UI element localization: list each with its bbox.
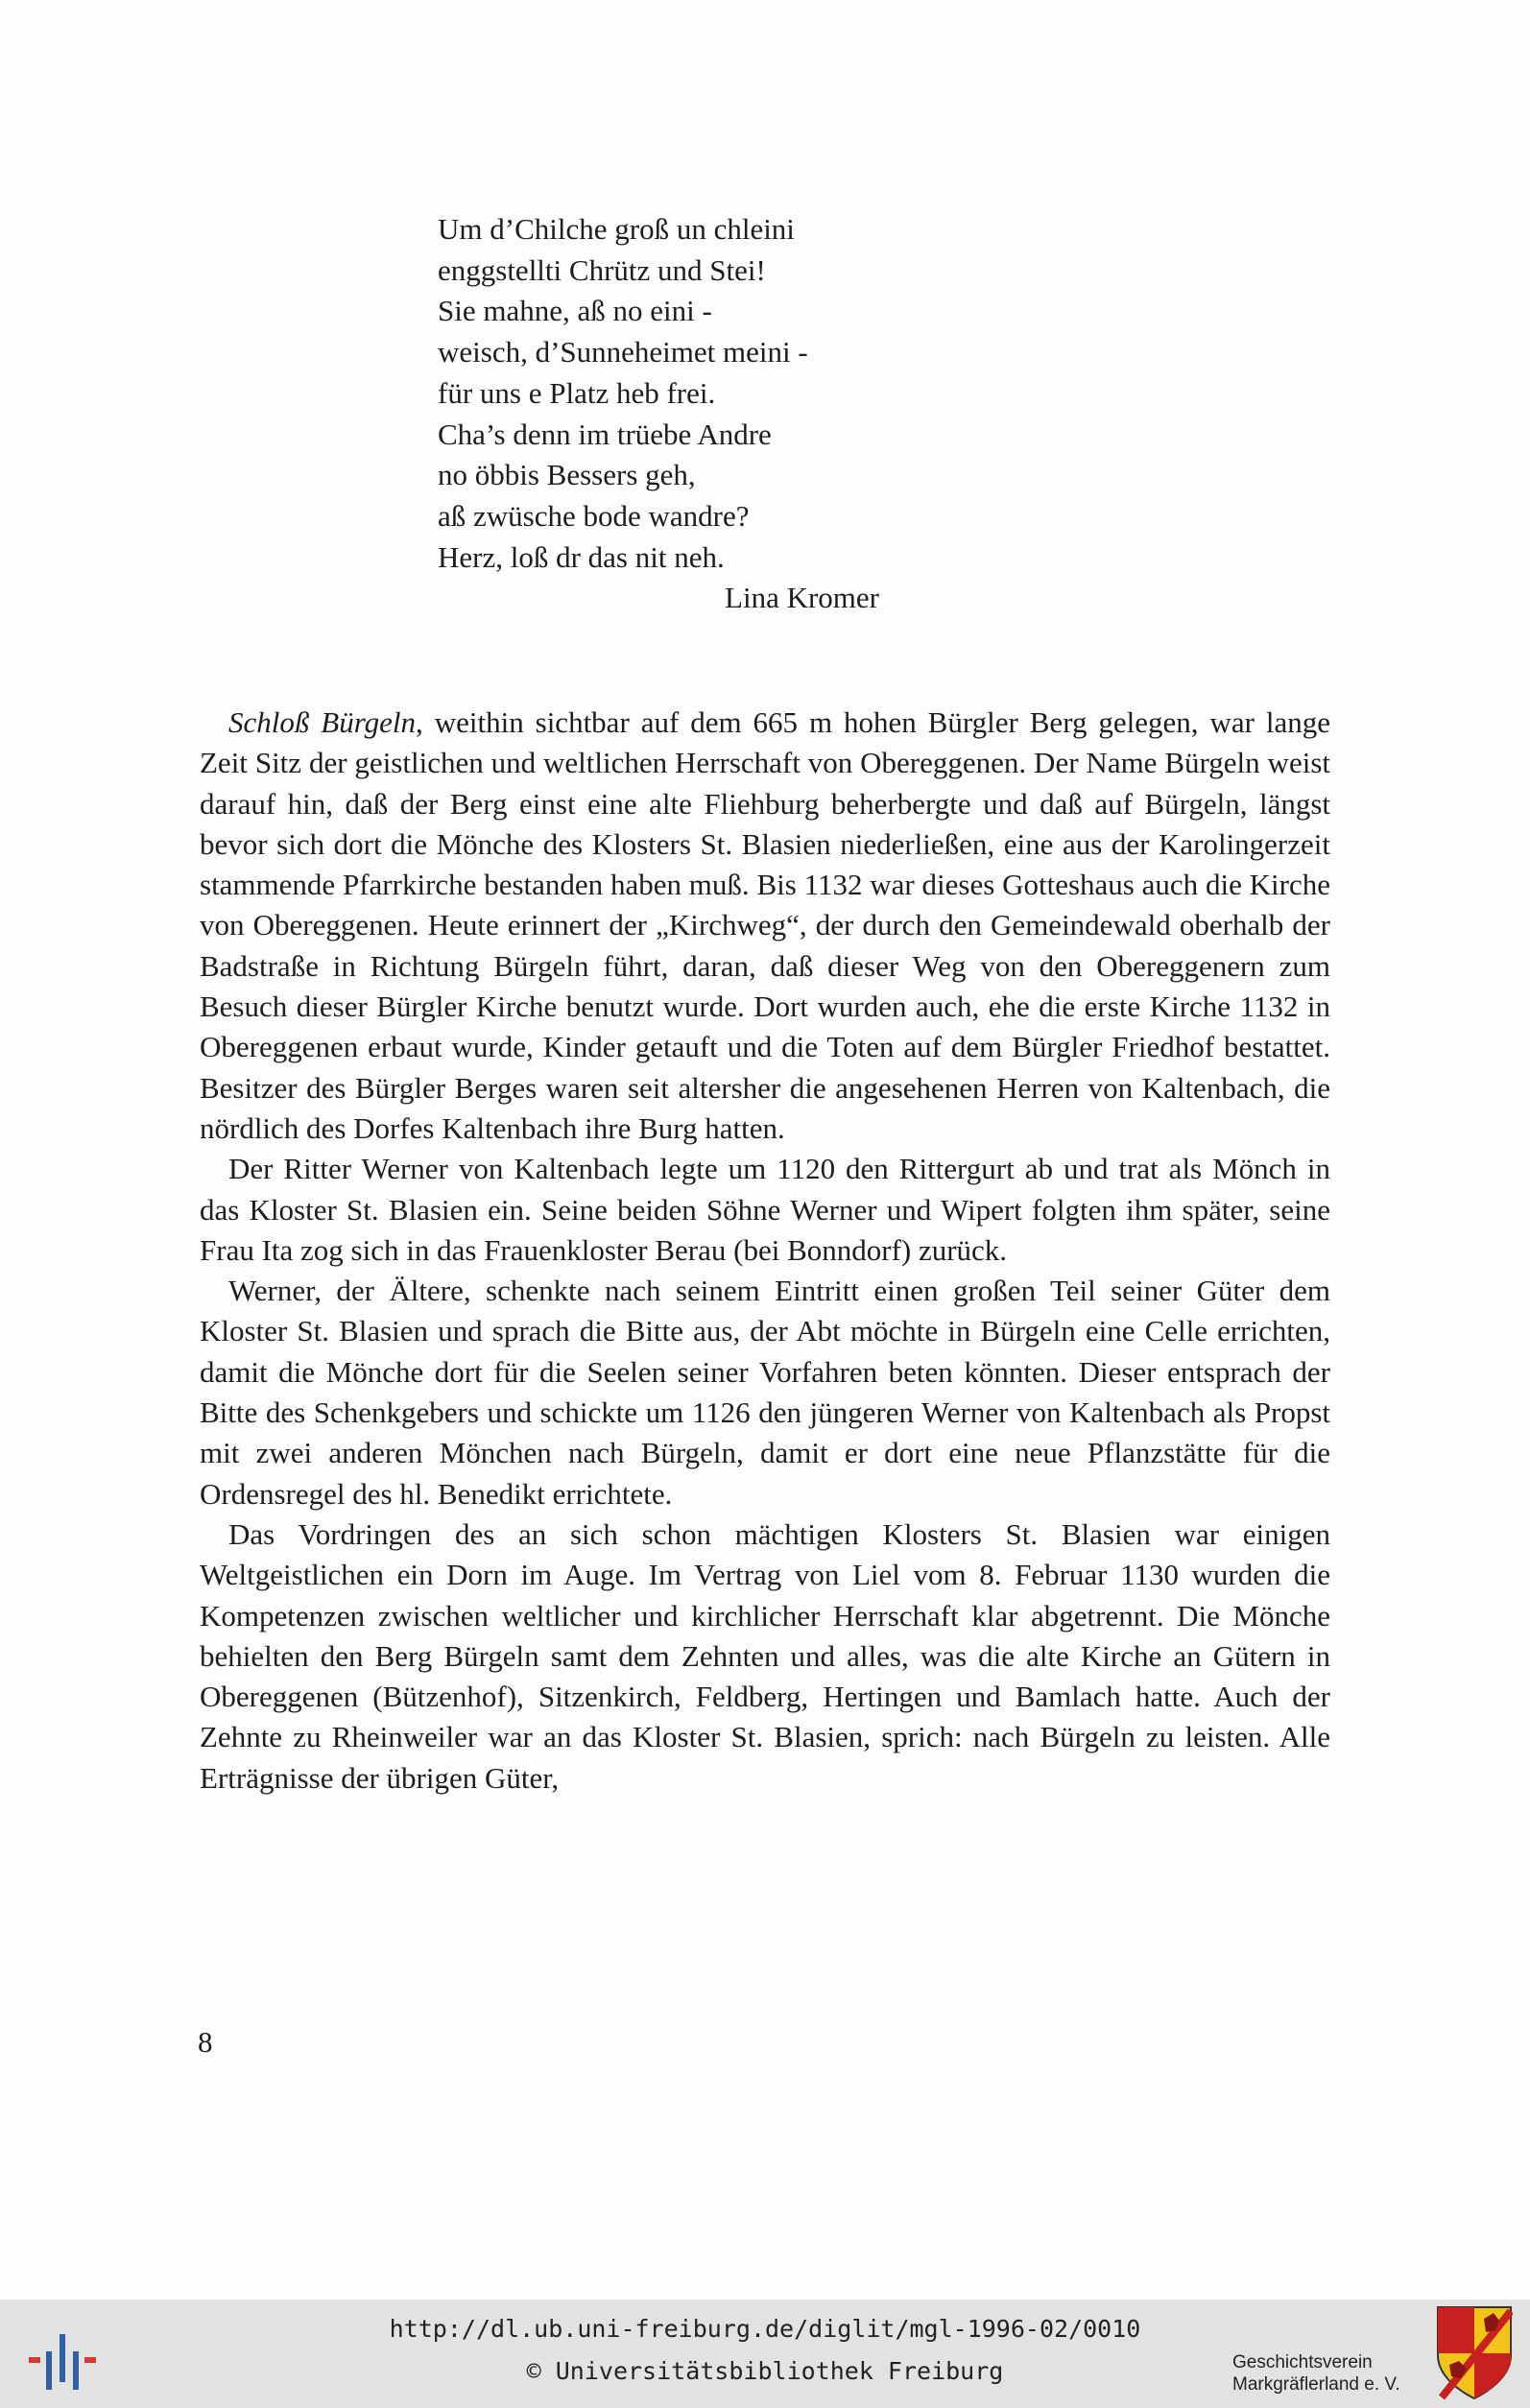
poem [438, 209, 879, 619]
poem-line: Sie mahne, aß no eini - [438, 294, 712, 328]
society-name [1232, 2351, 1400, 2396]
paragraph: Werner, der Ältere, schenkte nach seinem Eintritt einen großen Teil seiner Güter dem Kloster St. Blasien und sprach die Bitte aus, der Abt möchte in Bürgeln eine Celle errichten, damit die Mönche dort für die Seelen seiner Vorfahren beten könnten. Dieser entsprach der Bitte des Schenkgebers und schickte um 1126 den jüngeren Werner von Kaltenbach als Propst mit zwei anderen Mönchen nach Bürgeln, damit er dort eine neue Pflanzstätte für die Ordensregel des hl. Benedikt errichtete. [200, 1274, 1330, 1511]
paragraph-text: , weithin sichtbar auf dem 665 m hohen Bürgler Berg gelegen, war lange Zeit Sitz der geistlichen und weltlichen Herrschaft von Obereggenen. Der Name Bürgeln weist darauf hin, daß der Berg einst eine alte Fliehburg beherbergte und daß auf Bürgeln, längst bevor sich dort die Mönche des Klosters St. Blasien niederließen, eine aus der Karolingerzeit stammende Pfarrkirche bestanden haben muß. Bis 1132 war dieses Gotteshaus auch die Kirche von Obereggenen. Heute erinnert der „Kirchweg“, der durch den Gemeindewald oberhalb der Badstraße in Richtung Bürgeln führt, daran, daß dieser Weg von den Obereggenern zum Besuch dieser Bürgler Kirche benutzt wurde. Dort wurden auch, ehe die erste Kirche 1132 in Obereggenen erbaut wurde, Kinder getauft und die Toten auf dem Bürgler Friedhof bestattet. Besitzer des Bürgler Berges waren seit altersher die angesehenen Herren von Kaltenbach, die nördlich des Dorfes Kaltenbach ihre Burg hatten. [200, 705, 1330, 1145]
page-number: 8 [198, 2025, 213, 2059]
poem-line: für uns e Platz heb frei. [438, 375, 716, 410]
poem-line: weisch, d’Sunneheimet meini - [438, 335, 808, 370]
paragraph-lead-italic: Schloß Bürgeln [228, 705, 417, 739]
poem-line: Cha’s denn im trüebe Andre [438, 417, 772, 451]
body-text [200, 703, 1330, 1799]
poem-line: Um d’Chilche groß un chleini [438, 212, 795, 246]
paragraph [200, 703, 1330, 1149]
poem-line: aß zwüsche bode wandre? [438, 498, 750, 533]
paragraph: Das Vordringen des an sich schon mächtigen Klosters St. Blasien war einigen Weltgeistlichen ein Dorn im Auge. Im Vertrag von Liel vom 8. Februar 1130 wurden die Kompetenzen zwischen weltlicher und kirchlicher Herrschaft klar abgetrennt. Die Mönche behielten den Berg Bürgeln samt dem Zehnten und alles, was die alte Kirche an Gütern in Obereggenen (Bützenhof), Sitzenkirch, Feldberg, Hertingen und Bamlach hatte. Auch der Zehnte zu Rheinweiler war an das Kloster St. Blasien, sprich: nach Bürgeln zu leisten. Alle Erträgnisse der übrigen Güter, [200, 1516, 1330, 1795]
poem-line: enggstellti Chrütz und Stei! [438, 252, 766, 287]
society-name-line: Markgräflerland e. V. [1232, 2374, 1400, 2395]
poem-line: no öbbis Bessers geh, [438, 458, 696, 492]
society-name-line: Geschichtsverein [1232, 2352, 1373, 2372]
copyright-text: © Universitätsbibliothek Freiburg [526, 2357, 1004, 2385]
footer-bar [0, 2300, 1530, 2408]
poem-line: Herz, loß dr das nit neh. [438, 539, 725, 574]
document-url-link[interactable]: http://dl.ub.uni-freiburg.de/diglit/mgl-1996-02/0010 [389, 2315, 1141, 2343]
poem-author: Lina Kromer [725, 581, 879, 615]
paragraph: Der Ritter Werner von Kaltenbach legte um 1120 den Rittergurt ab und trat als Mönch in das Kloster St. Blasien ein. Seine beiden Söhne Werner und Wipert folgten ihm später, seine Frau Ita zog sich in das Frauenkloster Berau (bei Bonndorf) zurück. [200, 1152, 1330, 1267]
coat-of-arms-icon[interactable] [1436, 2305, 1513, 2401]
